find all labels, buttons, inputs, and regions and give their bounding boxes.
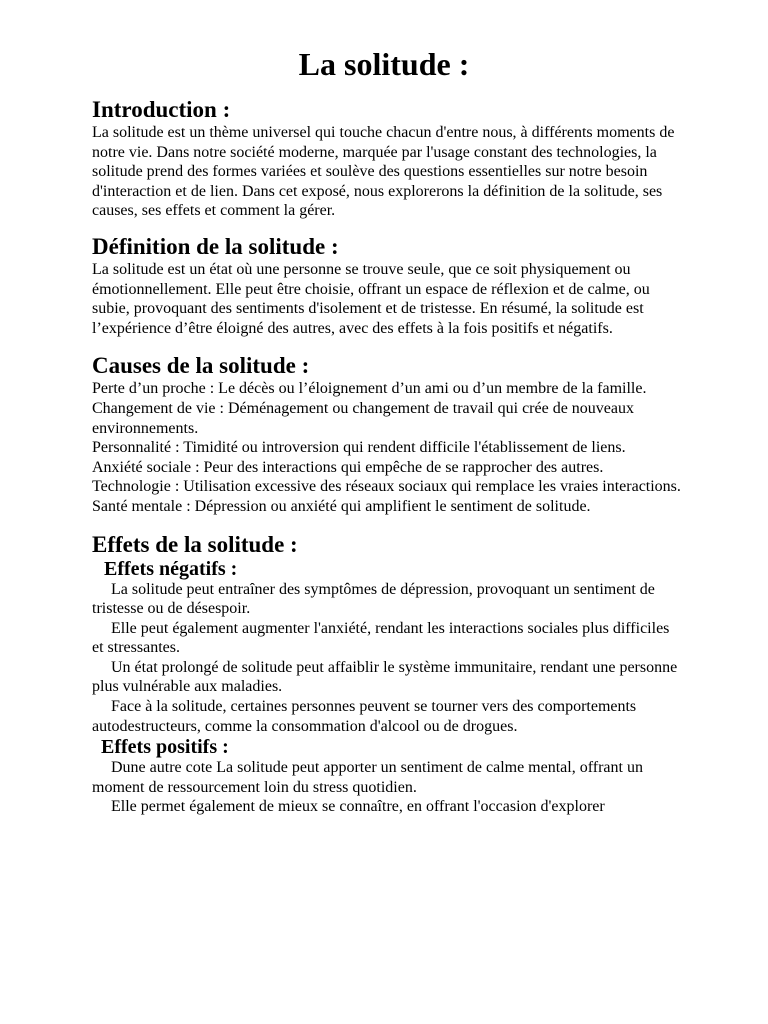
- definition-heading: Définition de la solitude :: [92, 233, 339, 259]
- cause-item-mental-health: Santé mentale : Dépression ou anxiété qui amplifient le sentiment de solitude.: [92, 497, 591, 515]
- cause-item-personality: Personnalité : Timidité ou introversion qui rendent difficile l'établissement de liens.: [92, 439, 626, 457]
- negative-effect-item: Elle peut également augmenter l'anxiété, rendant les interactions sociales plus difficiles et stressantes.: [92, 619, 670, 657]
- negative-effects-list: [92, 580, 684, 737]
- positive-effect-item: Dune autre cote La solitude peut apporter un sentiment de calme mental, offrant un moment de ressourcement loin du stress quotidien.: [92, 759, 643, 796]
- negative-effect-item: La solitude peut entraîner des symptômes de dépression, provoquant un sentiment de tristesse ou de désespoir.: [92, 580, 655, 618]
- introduction-heading: Introduction :: [92, 97, 231, 122]
- positive-effects-heading: Effets positifs :: [101, 736, 229, 759]
- negative-effect-item: Face à la solitude, certaines personnes peuvent se tourner vers des comportements autodestructeurs, comme la consommation d'alcool ou de drogues.: [92, 698, 637, 735]
- definition-text: La solitude est un état où une personne se trouve seule, que ce soit physiquement ou émotionnellement. Elle peut être choisie, offrant un espace de réflexion et de calme, ou subie, provoquant des sentiments d'isolement et de tristesse. En résumé, la solitude est l’expérience d’être éloigné des autres, avec des effets à la fois positifs et négatifs.: [92, 260, 650, 337]
- cause-item-social-anxiety: Anxiété sociale : Peur des interactions qui empêche de se rapprocher des autres.: [92, 458, 604, 476]
- introduction-text: La solitude est un thème universel qui touche chacun d'entre nous, à différents moments de notre vie. Dans notre société moderne, marquée par l'usage constant des technologies, la solitude prend des formes variées et soulève des questions essentielles sur notre besoin d'interaction et de lien. Dans cet exposé, nous explorerons la définition de la solitude, ses causes, ses effets et comment la gérer.: [92, 124, 675, 220]
- effects-heading: Effets de la solitude :: [92, 531, 298, 557]
- negative-effects-heading: Effets négatifs :: [104, 557, 238, 580]
- causes-list: [92, 379, 684, 516]
- positive-effect-item: Elle permet également de mieux se connaître, en offrant l'occasion d'explorer: [111, 798, 605, 816]
- cause-item-technology: Technologie : Utilisation excessive des réseaux sociaux qui remplace les vraies interactions.: [92, 478, 681, 496]
- cause-item-loss: Perte d’un proche : Le décès ou l’éloignement d’un ami ou d’un membre de la famille.: [92, 380, 647, 398]
- negative-effect-item: Un état prolongé de solitude peut affaiblir le système immunitaire, rendant une personne plus vulnérable aux maladies.: [92, 658, 678, 696]
- cause-item-life-change: Changement de vie : Déménagement ou changement de travail qui crée de nouveaux environnements.: [92, 399, 635, 437]
- positive-effects-list: [92, 758, 684, 817]
- document-title: La solitude :: [298, 46, 470, 82]
- causes-heading: Causes de la solitude :: [92, 353, 310, 379]
